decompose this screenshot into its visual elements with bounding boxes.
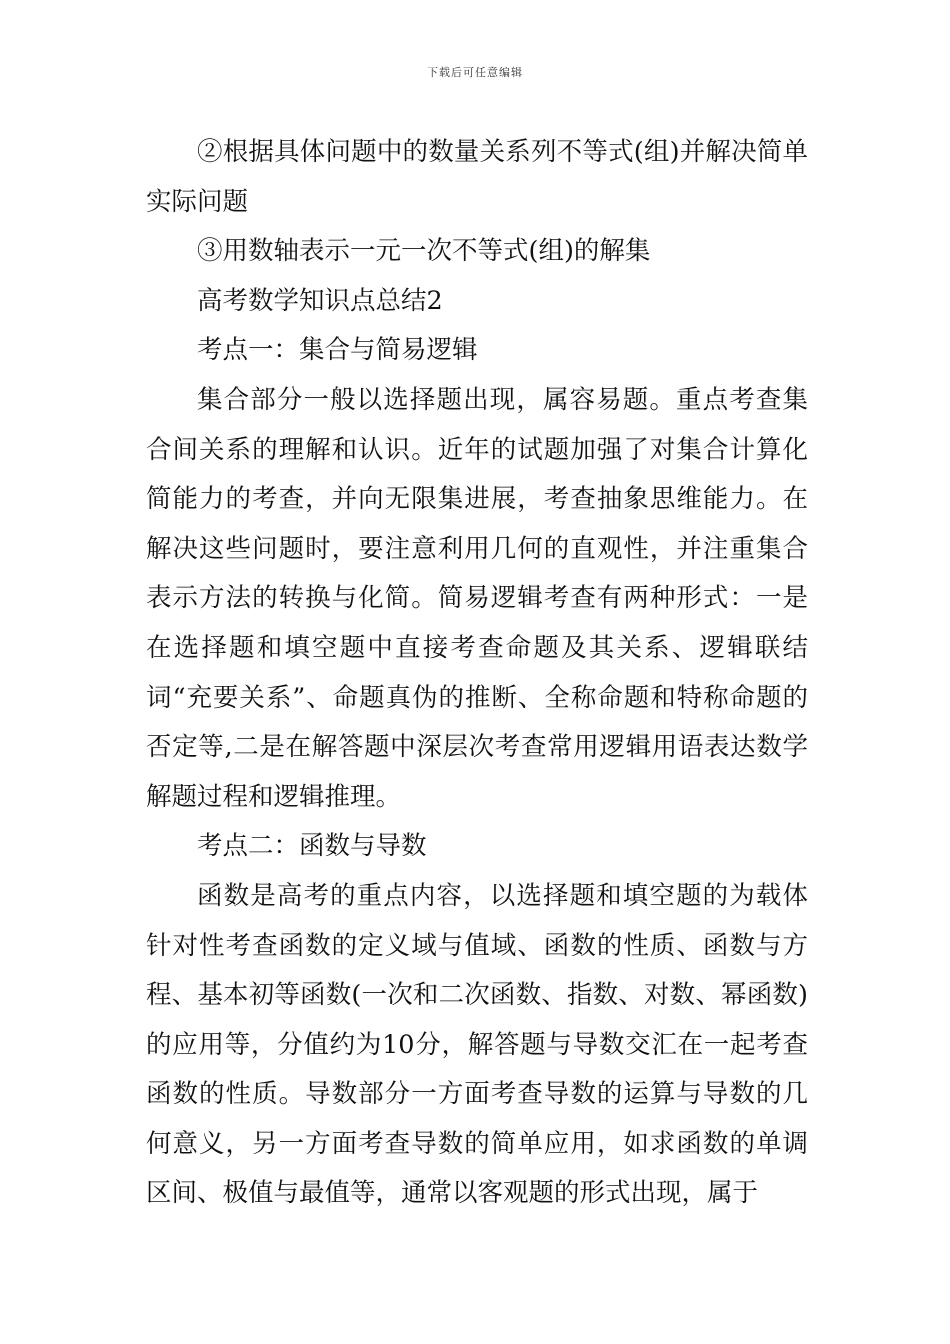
- paragraph-sets-logic: 集合部分一般以选择题出现，属容易题。重点考查集合间关系的理解和认识。近年的试题加强了对集合计算化简能力的考查，并向无限集进展，考查抽象思维能力。在解决这些问题时，要注意利用几何的直观性，并注重集合表示方法的转换与化简。简易逻辑考查有两种形式：一是在选择题和填空题中直接考查命题及其关系、逻辑联结词“充要关系”、命题真伪的推断、全称命题和特称命题的否定等,二是在解答题中深层次考查常用逻辑用语表达数学解题过程和逻辑推理。: [146, 384, 808, 812]
- paragraph-number-line: ③用数轴表示一元一次不等式(组)的解集: [197, 236, 651, 267]
- section-title: 高考数学知识点总结2: [197, 285, 443, 316]
- topic-heading-sets-logic: 考点一：集合与简易逻辑: [197, 335, 478, 366]
- topic-heading-functions-derivatives: 考点二：函数与导数: [197, 831, 427, 862]
- document-body: [146, 128, 808, 1219]
- paragraph-functions-derivatives: 函数是高考的重点内容，以选择题和填空题的为载体针对性考查函数的定义域与值域、函数的性质、函数与方程、基本初等函数(一次和二次函数、指数、对数、幂函数)的应用等，分值约为10分，解答题与导数交汇在一起考查函数的性质。导数部分一方面考查导数的运算与导数的几何意义，另一方面考查导数的简单应用，如求函数的单调区间、极值与最值等，通常以客观题的形式出现，属于: [146, 880, 808, 1209]
- page-header: 下载后可任意编辑: [427, 66, 523, 79]
- paragraph-inequality-application: ②根据具体问题中的数量关系列不等式(组)并解决简单实际问题: [146, 137, 808, 217]
